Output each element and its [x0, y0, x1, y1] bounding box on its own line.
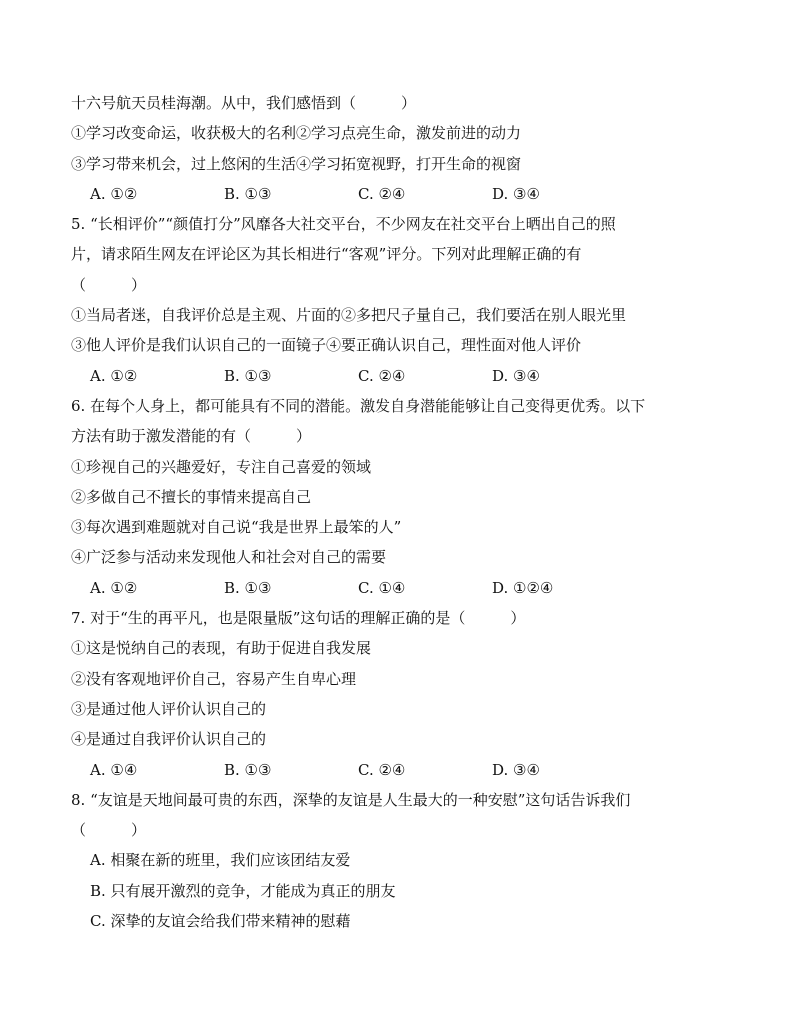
q7-statement-3: ③是通过他人评价认识自己的: [71, 699, 267, 718]
q6-options: [71, 573, 731, 603]
q6-statement-4: ④广泛参与活动来发现他人和社会对自己的需要: [71, 548, 387, 567]
q5-answer-paren: （ ）: [71, 275, 147, 294]
q8-stem-1: 8. “友谊是天地间最可贵的东西，深挚的友谊是人生最大的一种安慰”这句话告诉我们: [71, 790, 631, 809]
q8-option-c[interactable]: C. 深挚的友谊会给我们带来精神的慰藉: [90, 912, 351, 931]
q4-options: [71, 179, 731, 209]
q5-option-d[interactable]: D. ③④: [492, 366, 540, 385]
q4-option-a[interactable]: A. ①②: [90, 184, 138, 203]
q7-stem-1: 7. 对于“生的再平凡，也是限量版”这句话的理解正确的是（ ）: [71, 609, 526, 628]
q7-option-a[interactable]: A. ①④: [90, 760, 138, 779]
question-list: [71, 88, 731, 936]
q7-statement-1: ①这是悦纳自己的表现，有助于促进自我发展: [71, 639, 372, 658]
q7-option-c[interactable]: C. ②④: [358, 760, 406, 779]
q4-option-c[interactable]: C. ②④: [358, 184, 406, 203]
q4-statement-2: ③学习带来机会，过上悠闲的生活④学习拓宽视野，打开生命的视窗: [71, 154, 522, 173]
q4-stem-tail: 十六号航天员桂海潮。从中，我们感悟到（ ）: [71, 94, 417, 112]
q6-stem-1: 6. 在每个人身上，都可能具有不同的潜能。激发自身潜能能够让自己变得更优秀。以下: [71, 396, 646, 415]
q6-option-b[interactable]: B. ①③: [224, 578, 272, 597]
q6-option-d[interactable]: D. ①②④: [492, 578, 554, 597]
q8-option-a[interactable]: A. 相聚在新的班里，我们应该团结友爱: [90, 851, 351, 870]
q4-statement-1: ①学习改变命运，收获极大的名利②学习点亮生命，激发前进的动力: [71, 124, 522, 143]
q5-stem-1: 5. “长相评价”“颜值打分”风靡各大社交平台，不少网友在社交平台上晒出自己的照: [71, 215, 616, 234]
q5-statement-2: ③他人评价是我们认识自己的一面镜子④要正确认识自己，理性面对他人评价: [71, 336, 582, 355]
q6-stem-2: 方法有助于激发潜能的有（ ）: [71, 427, 312, 446]
q5-option-c[interactable]: C. ②④: [358, 366, 406, 385]
q6-option-c[interactable]: C. ①④: [358, 578, 406, 597]
q7-statement-2: ②没有客观地评价自己，容易产生自卑心理: [71, 669, 357, 688]
q8-answer-paren: （ ）: [71, 821, 147, 840]
q5-statement-1: ①当局者迷，自我评价总是主观、片面的②多把尺子量自己，我们要活在别人眼光里: [71, 306, 627, 325]
q5-option-a[interactable]: A. ①②: [90, 366, 138, 385]
q6-statement-1: ①珍视自己的兴趣爱好，专注自己喜爱的领域: [71, 457, 372, 476]
q5-options: [71, 361, 731, 391]
q6-statement-3: ③每次遇到难题就对自己说“我是世界上最笨的人”: [71, 518, 402, 537]
q6-option-a[interactable]: A. ①②: [90, 578, 138, 597]
q7-option-d[interactable]: D. ③④: [492, 760, 540, 779]
q4-option-d[interactable]: D. ③④: [492, 184, 540, 203]
q7-statement-4: ④是通过自我评价认识自己的: [71, 730, 267, 749]
q8-option-b[interactable]: B. 只有展开激烈的竞争，才能成为真正的朋友: [90, 881, 396, 900]
q7-options: [71, 755, 731, 785]
q5-option-b[interactable]: B. ①③: [224, 366, 272, 385]
q5-stem-2: 片，请求陌生网友在评论区为其长相进行“客观”评分。下列对此理解正确的有: [71, 245, 582, 264]
q6-statement-2: ②多做自己不擅长的事情来提高自己: [71, 487, 312, 506]
q7-option-b[interactable]: B. ①③: [224, 760, 272, 779]
q4-option-b[interactable]: B. ①③: [224, 184, 272, 203]
